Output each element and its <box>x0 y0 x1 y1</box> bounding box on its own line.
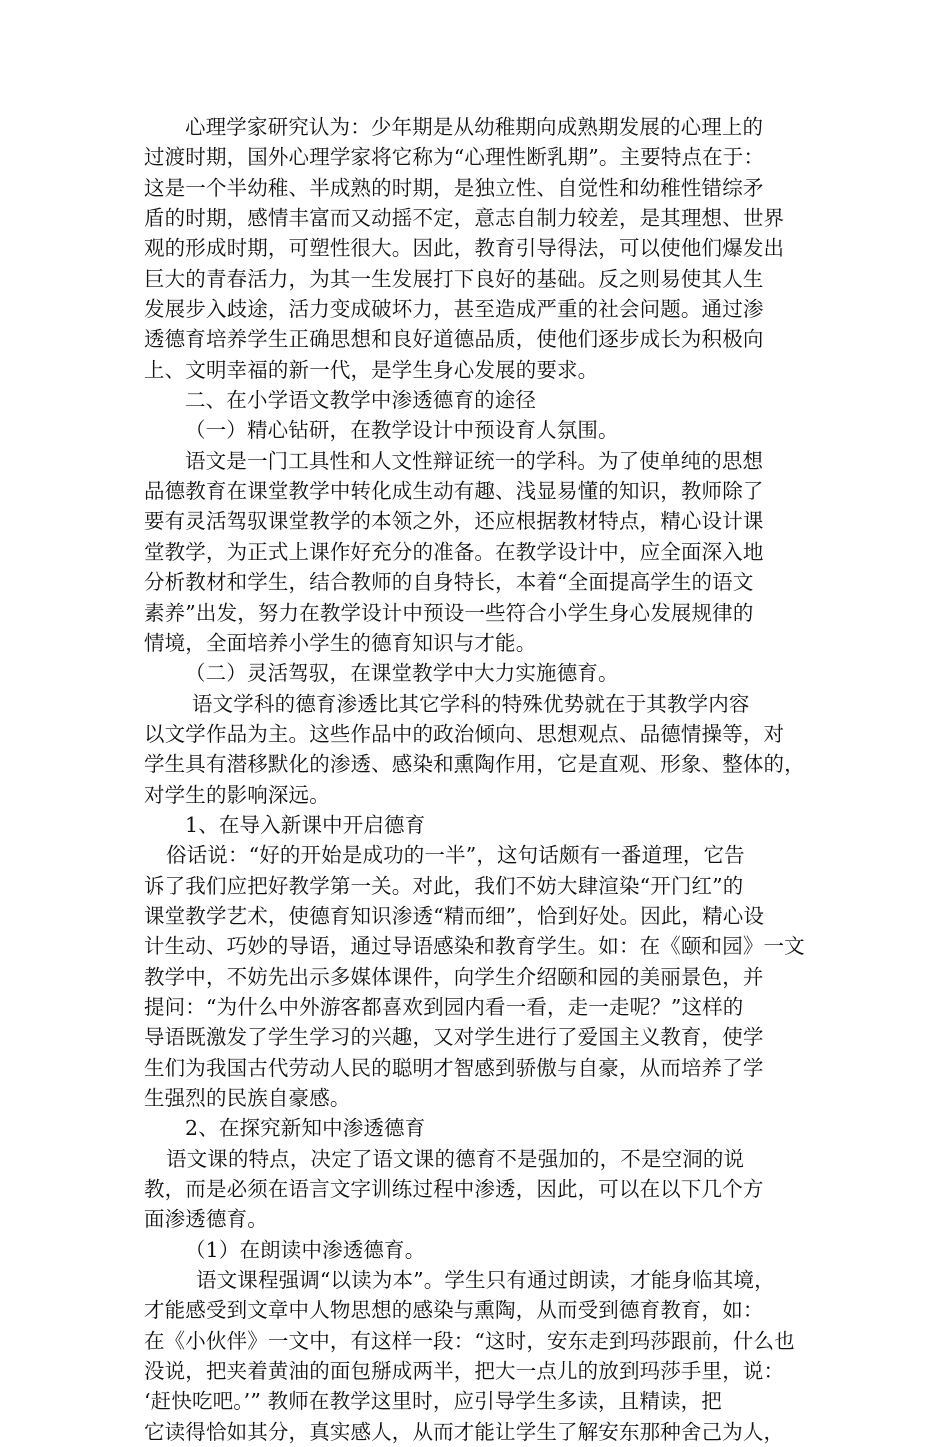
paragraph-line: 发展步入歧途，活力变成破坏力，甚至造成严重的社会问题。通过渗 <box>144 297 764 322</box>
paragraph-line: 对学生的影响深远。 <box>144 782 330 807</box>
paragraph-line: 上、文明幸福的新一代，是学生身心发展的要求。 <box>144 357 599 382</box>
paragraph-line: 诉了我们应把好教学第一关。对此，我们不妨大肆渲染“开门红”的 <box>144 873 744 898</box>
paragraph-line: 在《小伙伴》一文中，有这样一段：“这时，安东走到玛莎跟前，什么也 <box>144 1328 795 1353</box>
paragraph-line: 导语既激发了学生学习的兴趣，又对学生进行了爱国主义教育，使学 <box>144 1025 764 1050</box>
body-text <box>144 112 824 1447</box>
paragraph-line: 生们为我国古代劳动人民的聪明才智感到骄傲与自豪，从而培养了学 <box>144 1055 764 1080</box>
paragraph-line: 课堂教学艺术，使德育知识渗透“精而细”，恰到好处。因此，精心设 <box>144 903 765 928</box>
paragraph-line: 俗话说：“好的开始是成功的一半”，这句话颇有一番道理，它告 <box>166 843 745 868</box>
section-heading: 二、在小学语文教学中渗透德育的途径 <box>185 388 537 413</box>
paragraph-line: 语文课的特点，决定了语文课的德育不是强加的，不是空洞的说 <box>166 1146 745 1171</box>
paragraph-line: 盾的时期，感情丰富而又动摇不定，意志自制力较差，是其理想、世界 <box>144 206 785 231</box>
paragraph-line: 品德教育在课堂教学中转化成生动有趣、浅显易懂的知识，教师除了 <box>144 479 764 504</box>
paragraph-line: 素养”出发，努力在教学设计中预设一些符合小学生身心发展规律的 <box>144 600 754 625</box>
paragraph-line: 这是一个半幼稚、半成熟的时期，是独立性、自觉性和幼稚性错综矛 <box>144 175 764 200</box>
paragraph-line: 心理学家研究认为：少年期是从幼稚期向成熟期发展的心理上的 <box>185 115 764 139</box>
paragraph-line: 语文学科的德育渗透比其它学科的特殊优势就在于其教学内容 <box>192 691 750 716</box>
paragraph-line: 语文课程强调“以读为本”。学生只有通过朗读，才能身临其境， <box>196 1268 775 1293</box>
paragraph-line: 巨大的青春活力，为其一生发展打下良好的基础。反之则易使其人生 <box>144 266 764 291</box>
item-heading: 1、在导入新课中开启德育 <box>185 812 426 837</box>
item-heading: 2、在探究新知中渗透德育 <box>185 1116 426 1141</box>
paragraph-line: 计生动、巧妙的导语，通过导语感染和教育学生。如：在《颐和园》一文 <box>144 934 805 959</box>
paragraph-line: 才能感受到文章中人物思想的感染与熏陶，从而受到德育教育，如： <box>144 1298 764 1323</box>
paragraph-line: 要有灵活驾驭课堂教学的本领之外，还应根据教材特点，精心设计课 <box>144 509 764 534</box>
item-heading: （1）在朗读中渗透德育。 <box>185 1237 426 1262</box>
subsection-heading: （二）灵活驾驭，在课堂教学中大力实施德育。 <box>185 661 619 686</box>
paragraph-line: 教学中，不妨先出示多媒体课件，向学生介绍颐和园的美丽景色，并 <box>144 964 764 989</box>
paragraph-line: 以文学作品为主。这些作品中的政治倾向、思想观点、品德情操等，对 <box>144 721 785 746</box>
paragraph-line: 提问：“为什么中外游客都喜欢到园内看一看，走一走呢？”这样的 <box>144 994 744 1019</box>
paragraph-line: 过渡时期，国外心理学家将它称为“心理性断乳期”。主要特点在于： <box>144 145 765 170</box>
paragraph-line: 学生具有潜移默化的渗透、感染和熏陶作用，它是直观、形象、整体的， <box>144 752 805 777</box>
paragraph-line: 教，而是必须在语言文字训练过程中渗透，因此，可以在以下几个方 <box>144 1177 764 1202</box>
paragraph-line: 它读得恰如其分，真实感人，从而才能让学生了解安东那种舍己为人， <box>144 1419 785 1444</box>
paragraph-line: 观的形成时期，可塑性很大。因此，教育引导得法，可以使他们爆发出 <box>144 236 785 261</box>
paragraph-line: ‘赶快吃吧。’” 教师在教学这里时，应引导学生多读，且精读，把 <box>144 1389 722 1414</box>
paragraph-line: 面渗透德育。 <box>144 1207 268 1232</box>
paragraph-line: 情境，全面培养小学生的德育知识与才能。 <box>144 630 537 655</box>
paragraph-line: 语文是一门工具性和人文性辩证统一的学科。为了使单纯的思想 <box>185 448 764 473</box>
paragraph-line: 分析教材和学生，结合教师的自身特长，本着“全面提高学生的语文 <box>144 570 754 595</box>
paragraph-line: 堂教学，为正式上课作好充分的准备。在教学设计中，应全面深入地 <box>144 539 764 564</box>
subsection-heading: （一）精心钻研，在教学设计中预设育人氛围。 <box>185 418 619 443</box>
paragraph-line: 没说，把夹着黄油的面包掰成两半，把大一点儿的放到玛莎手里，说： <box>144 1359 785 1384</box>
paragraph-line: 透德育培养学生正确思想和良好道德品质，使他们逐步成长为积极向 <box>144 327 764 352</box>
paragraph-line: 生强烈的民族自豪感。 <box>144 1086 351 1110</box>
